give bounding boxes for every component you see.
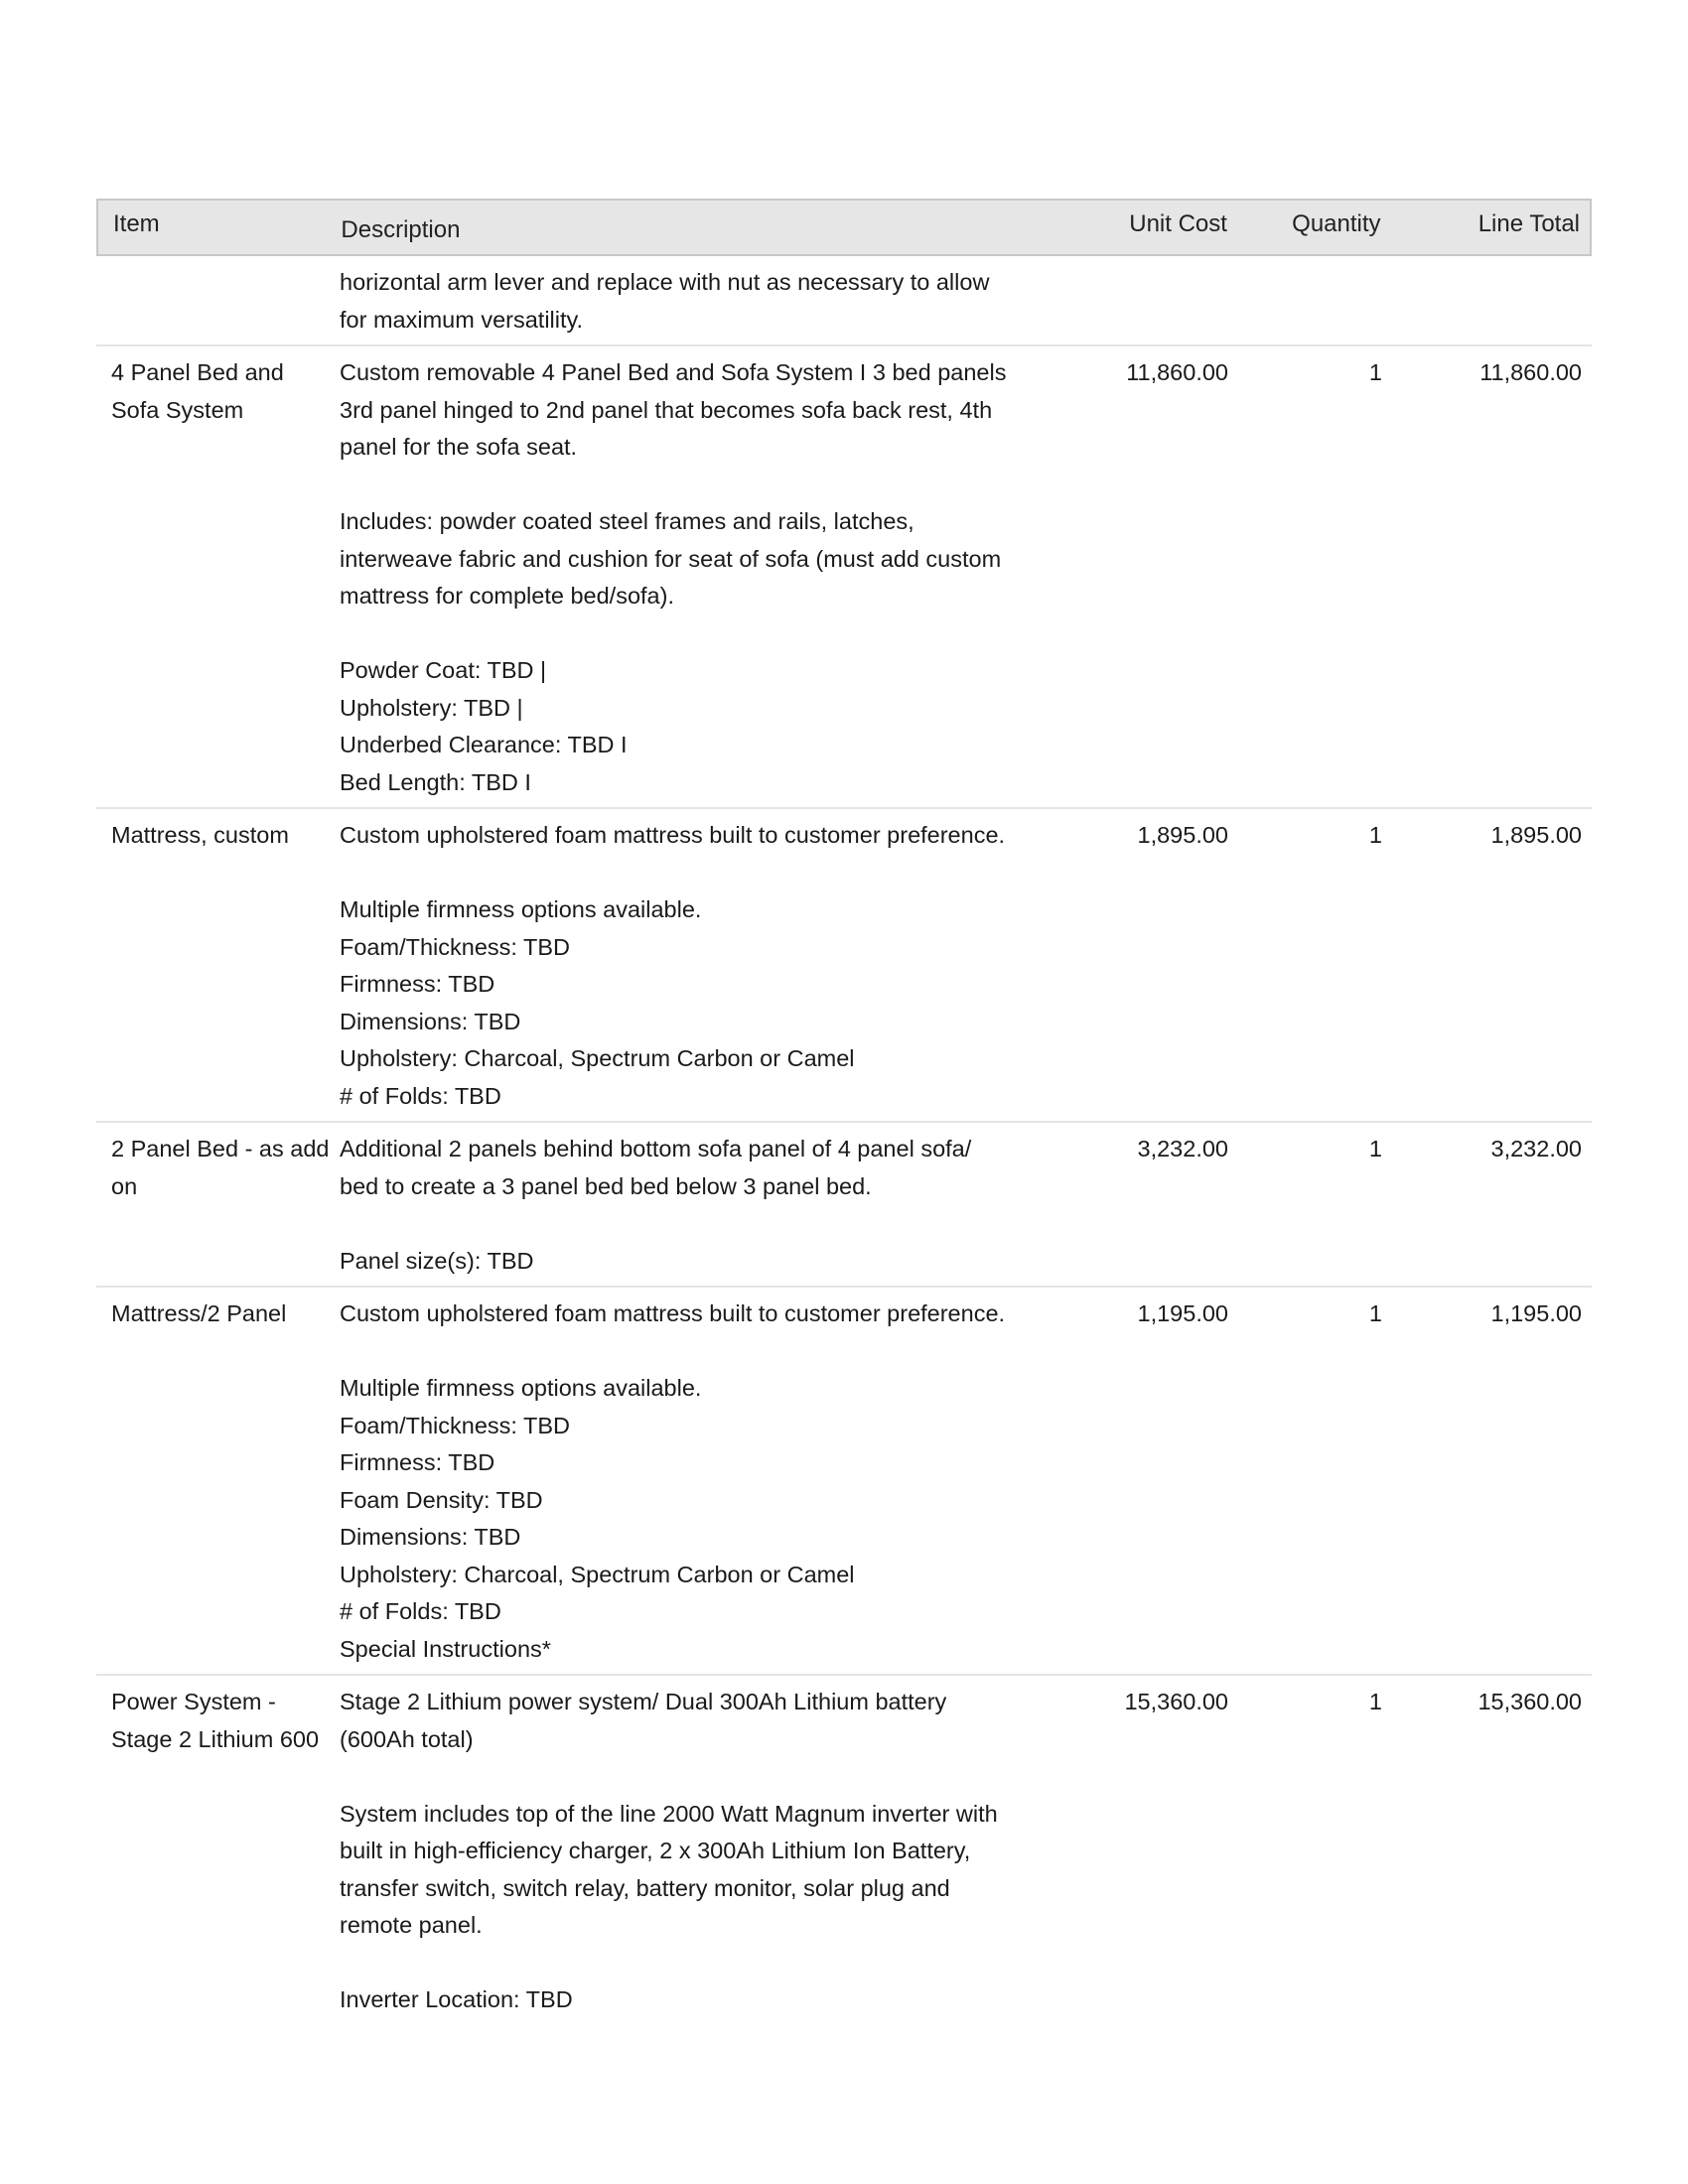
description-line: for maximum versatility. [340,306,584,333]
description-line: mattress for complete bed/sofa). [340,583,674,609]
description-line: horizontal arm lever and replace with nut as necessary to allow [340,269,990,295]
item-line: Mattress/2 Panel [111,1300,287,1326]
description-cell [334,354,1040,801]
item-line: Power System - [111,1689,276,1714]
line-total-cell: 1,895.00 [1490,822,1582,848]
description-line: Additional 2 panels behind bottom sofa panel of 4 panel sofa/ [340,1136,972,1161]
description-line [340,1945,1040,1982]
description-cell [334,817,1040,1115]
quantity-cell: 1 [1368,1689,1382,1714]
description-line: Dimensions: TBD [340,1008,521,1034]
header-line-total: Line Total [1477,210,1581,237]
header-item: Item [113,210,160,237]
description-line: Custom removable 4 Panel Bed and Sofa System I 3 bed panels [340,359,1007,385]
description-line: (600Ah total) [340,1725,474,1752]
description-line: Firmness: TBD [340,1449,495,1475]
table-body [96,256,1592,2025]
description-line [340,615,1040,653]
description-line: bed to create a 3 panel bed bed below 3 panel bed. [340,1172,872,1199]
description-line [340,1333,1040,1371]
item-cell [96,1684,334,1758]
description-line: 3rd panel hinged to 2nd panel that becomes sofa back rest, 4th [340,396,993,423]
description-line: Upholstery: Charcoal, Spectrum Carbon or Camel [340,1045,855,1071]
item-cell [96,1131,334,1205]
line-total-cell: 11,860.00 [1479,359,1582,385]
line-total-cell: 15,360.00 [1477,1689,1582,1714]
table-row [96,346,1592,809]
header-quantity: Quantity [1292,210,1381,237]
quantity-cell: 1 [1368,1300,1382,1326]
unit-cost-cell: 1,195.00 [1137,1300,1228,1326]
description-line: Inverter Location: TBD [340,1986,573,2012]
item-cell [96,817,334,855]
item-cell [96,354,334,429]
line-total-cell: 3,232.00 [1490,1136,1582,1161]
item-cell [96,1296,334,1333]
item-line: Stage 2 Lithium 600 [111,1725,320,1752]
description-line: remote panel. [340,1912,483,1938]
description-line [340,467,1040,504]
description-line: Multiple firmness options available. [340,896,702,922]
item-line: Sofa System [111,396,244,423]
unit-cost-cell: 3,232.00 [1137,1136,1228,1161]
unit-cost-cell: 1,895.00 [1137,822,1228,848]
description-line: # of Folds: TBD [340,1082,501,1109]
line-total-cell: 1,195.00 [1490,1300,1582,1326]
description-line [340,1758,1040,1796]
quantity-cell: 1 [1368,1136,1382,1161]
description-line: Upholstery: Charcoal, Spectrum Carbon or Camel [340,1561,855,1587]
description-line: Stage 2 Lithium power system/ Dual 300Ah Lithium battery [340,1689,947,1714]
description-cell [334,264,1040,339]
item-line: 4 Panel Bed and [111,359,284,385]
item-line: 2 Panel Bed - as add [111,1136,330,1161]
description-line: Custom upholstered foam mattress built to customer preference. [340,1300,1006,1326]
table-row [96,809,1592,1123]
description-line: Panel size(s): TBD [340,1247,534,1274]
description-line: panel for the sofa seat. [340,434,578,460]
description-line: Bed Length: TBD I [340,768,531,795]
table-row [96,256,1592,346]
description-line: Multiple firmness options available. [340,1375,702,1401]
table-header [96,199,1592,256]
description-line: System includes top of the line 2000 Watt Magnum inverter with [340,1800,998,1827]
description-line: Foam Density: TBD [340,1486,543,1513]
item-line: Mattress, custom [111,822,289,848]
unit-cost-cell: 11,860.00 [1126,359,1228,385]
description-line: Special Instructions* [340,1635,551,1662]
description-cell [334,1684,1040,2019]
description-line: Upholstery: TBD | [340,694,523,721]
description-line: transfer switch, switch relay, battery monitor, solar plug and [340,1874,950,1901]
description-line: # of Folds: TBD [340,1598,501,1624]
description-cell [334,1131,1040,1280]
description-line: Underbed Clearance: TBD I [340,732,628,757]
description-line: Foam/Thickness: TBD [340,933,571,960]
description-line: interweave fabric and cushion for seat of sofa (must add custom [340,545,1002,572]
description-line [340,855,1040,892]
item-line: on [111,1172,138,1199]
description-line: Custom upholstered foam mattress built to customer preference. [340,822,1006,848]
table-row [96,1123,1592,1288]
header-unit-cost: Unit Cost [1129,210,1227,237]
quantity-cell: 1 [1368,822,1382,848]
description-line: Powder Coat: TBD | [340,657,547,683]
header-description: Description [341,216,461,243]
unit-cost-cell: 15,360.00 [1124,1689,1228,1714]
description-line: Dimensions: TBD [340,1524,521,1550]
description-line: built in high-efficiency charger, 2 x 300Ah Lithium Ion Battery, [340,1838,971,1863]
table-row [96,1676,1592,2025]
quantity-cell: 1 [1368,359,1382,385]
description-line [340,1205,1040,1243]
description-line: Firmness: TBD [340,971,495,997]
table-row [96,1288,1592,1676]
description-line: Includes: powder coated steel frames and rails, latches, [340,508,914,534]
description-line: Foam/Thickness: TBD [340,1412,571,1438]
description-cell [334,1296,1040,1668]
invoice-table [96,199,1592,2025]
